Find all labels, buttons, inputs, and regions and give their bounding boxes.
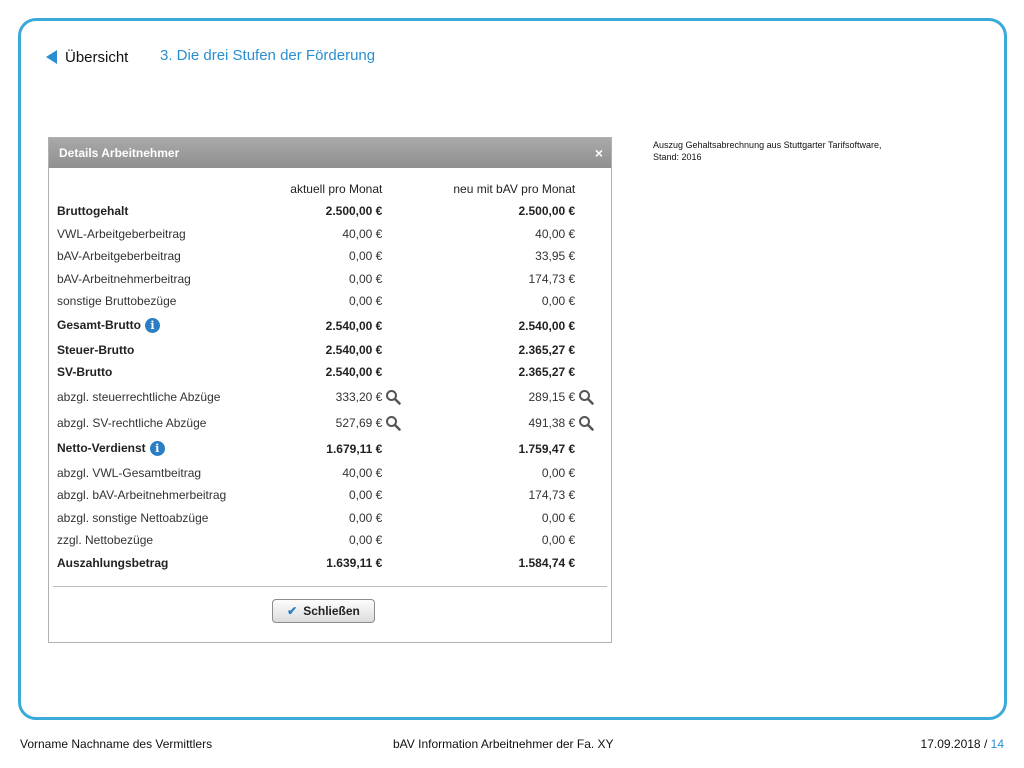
footer-date: 17.09.2018	[920, 737, 981, 751]
row-current: 0,00 €	[348, 488, 383, 503]
info-icon[interactable]: i	[145, 318, 160, 333]
dialog-header	[49, 138, 611, 168]
row-current: 2.540,00 €	[325, 342, 383, 357]
row-label: abzgl. steuerrechtliche Abzüge	[57, 389, 221, 404]
row-new: 1.759,47 €	[518, 441, 576, 456]
row-label: abzgl. bAV-Arbeitnehmerbeitrag	[57, 488, 227, 503]
row-label: abzgl. SV-rechtliche Abzüge	[57, 415, 207, 430]
table-row	[57, 268, 597, 291]
row-new: 2.540,00 €	[518, 318, 576, 333]
row-current: 0,00 €	[348, 294, 383, 309]
table-row	[57, 462, 597, 485]
source-note	[653, 139, 923, 163]
table-row	[57, 361, 597, 384]
table-row	[57, 245, 597, 268]
table-row	[57, 290, 597, 313]
row-current: 527,69 €	[335, 415, 383, 430]
row-label: sonstige Bruttobezüge	[57, 294, 177, 309]
row-current: 0,00 €	[348, 533, 383, 548]
table-row	[57, 200, 597, 223]
row-new: 0,00 €	[541, 465, 576, 480]
row-new: 2.365,27 €	[518, 342, 576, 357]
row-current: 2.500,00 €	[325, 204, 383, 219]
footer-title: bAV Information Arbeitnehmer der Fa. XY	[393, 737, 614, 751]
row-new: 40,00 €	[535, 226, 576, 241]
table-row	[57, 339, 597, 362]
footer-separator: /	[983, 737, 988, 751]
details-dialog	[48, 137, 612, 643]
table-header-row	[57, 178, 597, 200]
info-icon[interactable]: i	[150, 441, 165, 456]
row-new: 1.584,74 €	[518, 555, 576, 570]
row-new: 33,95 €	[535, 249, 576, 264]
search-icon[interactable]	[385, 389, 401, 405]
row-label-text: Netto-Verdienst	[57, 440, 146, 455]
header-current: aktuell pro Monat	[290, 182, 383, 196]
row-label: SV-Brutto	[57, 365, 113, 380]
row-new: 289,15 €	[528, 389, 576, 404]
row-label: zzgl. Nettobezüge	[57, 533, 154, 548]
row-current: 40,00 €	[342, 226, 383, 241]
row-new: 0,00 €	[541, 510, 576, 525]
search-icon[interactable]	[578, 389, 594, 405]
row-label: bAV-Arbeitnehmerbeitrag	[57, 271, 191, 286]
table-row	[57, 384, 597, 410]
table-row	[57, 410, 597, 436]
row-label-text: Gesamt-Brutto	[57, 317, 142, 332]
overview-link[interactable]: Übersicht	[65, 48, 129, 66]
details-table	[57, 178, 597, 574]
search-icon[interactable]	[385, 415, 401, 431]
table-row	[57, 507, 597, 530]
page-number: 14	[990, 737, 1004, 751]
table-row	[57, 552, 597, 575]
search-icon[interactable]	[578, 415, 594, 431]
row-new: 174,73 €	[528, 271, 576, 286]
table-row	[57, 223, 597, 246]
row-label: Steuer-Brutto	[57, 342, 135, 357]
footer-author: Vorname Nachname des Vermittlers	[20, 737, 213, 751]
dialog-divider	[53, 586, 607, 587]
section-title: 3. Die drei Stufen der Förderung	[160, 47, 376, 64]
close-button-label: Schließen	[303, 604, 360, 618]
row-current: 40,00 €	[342, 465, 383, 480]
table-row	[57, 436, 597, 462]
row-label: Auszahlungsbetrag	[57, 555, 169, 570]
table-row	[57, 313, 597, 339]
row-new: 174,73 €	[528, 488, 576, 503]
dialog-title: Details Arbeitnehmer	[59, 146, 180, 160]
row-new: 2.365,27 €	[518, 365, 576, 380]
row-new: 491,38 €	[528, 415, 576, 430]
row-new: 0,00 €	[541, 533, 576, 548]
row-current: 1.639,11 €	[326, 555, 383, 570]
footer-date-page	[921, 737, 1004, 751]
header-icon-spacer	[382, 178, 404, 200]
row-current: 0,00 €	[348, 510, 383, 525]
row-current: 2.540,00 €	[325, 318, 383, 333]
row-current: 1.679,11 €	[326, 441, 383, 456]
table-row	[57, 484, 597, 507]
check-icon: ✔	[287, 604, 298, 618]
close-button[interactable]	[272, 599, 375, 623]
row-current: 0,00 €	[348, 249, 383, 264]
header-label	[57, 178, 263, 200]
row-label: bAV-Arbeitgeberbeitrag	[57, 249, 181, 264]
row-new: 2.500,00 €	[518, 204, 576, 219]
nav-bar	[46, 46, 128, 68]
row-label-netto-verdienst	[57, 436, 263, 462]
row-label-gesamt-brutto	[57, 313, 263, 339]
header-icon-spacer-2	[575, 178, 597, 200]
row-label: VWL-Arbeitgeberbeitrag	[57, 226, 186, 241]
row-current: 333,20 €	[335, 389, 383, 404]
back-arrow-icon[interactable]	[46, 50, 57, 64]
close-icon[interactable]: ×	[594, 145, 603, 161]
header-new: neu mit bAV pro Monat	[453, 182, 576, 196]
source-note-line: Auszug Gehaltsabrechnung aus Stuttgarter Tarifsoftware,	[653, 140, 882, 150]
table-row	[57, 529, 597, 552]
source-note-date: Stand: 2016	[653, 152, 702, 162]
row-current: 0,00 €	[348, 271, 383, 286]
row-label: Bruttogehalt	[57, 204, 129, 219]
row-new: 0,00 €	[541, 294, 576, 309]
row-current: 2.540,00 €	[325, 365, 383, 380]
row-label: abzgl. sonstige Nettoabzüge	[57, 510, 209, 525]
row-label: abzgl. VWL-Gesamtbeitrag	[57, 465, 202, 480]
